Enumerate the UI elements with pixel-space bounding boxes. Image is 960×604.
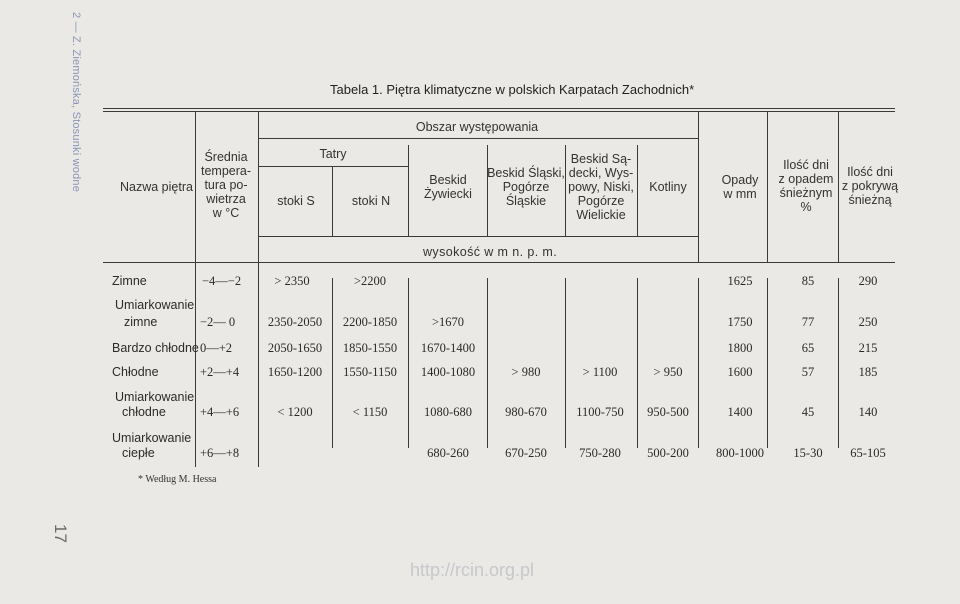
running-header: 2 — Z. Ziemońska, Stosunki wodne (70, 12, 82, 193)
cell-opady: 800-1000 (716, 446, 764, 460)
cell-slaski: 670-250 (505, 446, 547, 460)
header-dni-pokrywa: Ilość dni z pokrywą śnieżną (841, 165, 899, 207)
col-line (698, 112, 699, 262)
col-line (408, 145, 409, 236)
footnote: * Według M. Hessa (138, 474, 217, 485)
col-line (195, 112, 196, 467)
header-opady: Opady w mm (721, 173, 759, 201)
row-label: Chłodne (112, 365, 159, 379)
header-beskid-zywiecki: Beskid Żywiecki (424, 173, 472, 201)
col-line (565, 145, 566, 236)
header-stoki-n: stoki N (351, 194, 391, 208)
header-wysokosc: wysokość w m n. p. m. (423, 245, 558, 259)
top-rule (103, 108, 895, 109)
cell-dni-pokrywa: 185 (858, 365, 878, 379)
col-line (258, 112, 259, 467)
col-line (838, 112, 839, 262)
col-line (637, 145, 638, 236)
body-line (698, 278, 699, 448)
cell-temp: +4—+6 (200, 405, 240, 419)
cell-stoki-s: 1650-1200 (267, 365, 323, 379)
header-bottom-rule (103, 262, 895, 263)
watermark: http://rcin.org.pl (410, 560, 535, 580)
cell-kotliny: 950-500 (647, 405, 689, 419)
col-line (767, 112, 768, 262)
tatry-rule (258, 166, 408, 167)
body-line (767, 278, 768, 448)
page-number: 17 (51, 524, 70, 543)
row-label-2: zimne (124, 315, 158, 329)
header-srednia: Średnia tempera- tura po- wietrza w °C (200, 150, 252, 220)
cell-dni-opad: 77 (801, 315, 815, 329)
cell-sadecki: 1100-750 (576, 405, 624, 419)
cell-dni-opad: 65 (801, 341, 815, 355)
header-nazwa: Nazwa piętra (120, 180, 193, 194)
cell-opady: 1800 (727, 341, 753, 355)
obszar-rule (258, 138, 698, 139)
cell-dni-opad: 57 (801, 365, 815, 379)
cell-stoki-n: < 1150 (352, 405, 388, 419)
header-tatry: Tatry (319, 147, 347, 161)
cell-dni-opad: 45 (801, 405, 815, 419)
row-label: Zimne (112, 274, 147, 288)
row-label: Umiarkowanie (115, 298, 195, 312)
cell-stoki-n: >2200 (353, 274, 387, 288)
cell-stoki-s: < 1200 (277, 405, 313, 419)
cell-dni-pokrywa: 250 (858, 315, 878, 329)
cell-dni-opad: 15-30 (793, 446, 823, 460)
cell-slaski: > 980 (511, 365, 541, 379)
body-line (487, 278, 488, 448)
cell-slaski: 980-670 (505, 405, 547, 419)
cell-opady: 1600 (727, 365, 753, 379)
cell-temp: +2—+4 (200, 365, 240, 379)
header-beskid-slaski: Beskid Śląski, Pogórze Śląskie (487, 166, 565, 208)
cell-sadecki: > 1100 (582, 365, 618, 379)
cell-stoki-s: 2050-1650 (267, 341, 323, 355)
top-rule-2 (103, 111, 895, 112)
cell-opady: 1400 (727, 405, 753, 419)
col-line (332, 166, 333, 236)
cell-dni-pokrywa: 215 (858, 341, 878, 355)
cell-zywiecki: 1400-1080 (420, 365, 476, 379)
header-stoki-s: stoki S (277, 194, 315, 208)
cell-dni-pokrywa: 140 (858, 405, 878, 419)
cell-stoki-n: 2200-1850 (342, 315, 398, 329)
body-line (637, 278, 638, 448)
cell-kotliny: > 950 (653, 365, 683, 379)
header-obszar: Obszar występowania (415, 120, 539, 134)
header-dni-opad: Ilość dni z opadem śnieżnym % (778, 158, 834, 214)
cell-temp: +6—+8 (200, 446, 240, 460)
cell-dni-pokrywa: 290 (858, 274, 878, 288)
cell-stoki-n: 1550-1150 (343, 365, 397, 379)
row-label: Umiarkowanie (115, 390, 195, 404)
region-rule (258, 236, 698, 237)
cell-temp: −2— 0 (200, 315, 236, 329)
row-label: Umiarkowanie (112, 431, 192, 445)
cell-zywiecki: 1080-680 (424, 405, 472, 419)
cell-temp: −4—−2 (202, 274, 242, 288)
header-kotliny: Kotliny (649, 180, 687, 194)
cell-stoki-s: 2350-2050 (267, 315, 323, 329)
cell-zywiecki: 1670-1400 (420, 341, 476, 355)
cell-stoki-s: > 2350 (274, 274, 310, 288)
cell-opady: 1625 (727, 274, 753, 288)
body-line (408, 278, 409, 448)
row-label-2: chłodne (122, 405, 166, 419)
row-label: Bardzo chłodne (112, 341, 199, 355)
cell-dni-pokrywa: 65-105 (850, 446, 886, 460)
body-line (838, 278, 839, 448)
header-beskid-sadecki: Beskid Są- decki, Wys- powy, Niski, Pogórze Wielickie (568, 152, 634, 222)
row-label-2: ciepłe (122, 446, 155, 460)
cell-zywiecki: >1670 (431, 315, 465, 329)
cell-zywiecki: 680-260 (427, 446, 469, 460)
cell-stoki-n: 1850-1550 (342, 341, 398, 355)
cell-dni-opad: 85 (801, 274, 815, 288)
table-title: Tabela 1. Piętra klimatyczne w polskich Karpatach Zachodnich* (330, 82, 695, 97)
cell-kotliny: 500-200 (647, 446, 689, 460)
cell-opady: 1750 (727, 315, 753, 329)
cell-temp: 0—+2 (200, 341, 233, 355)
body-line (565, 278, 566, 448)
body-line (332, 278, 333, 448)
cell-sadecki: 750-280 (579, 446, 621, 460)
